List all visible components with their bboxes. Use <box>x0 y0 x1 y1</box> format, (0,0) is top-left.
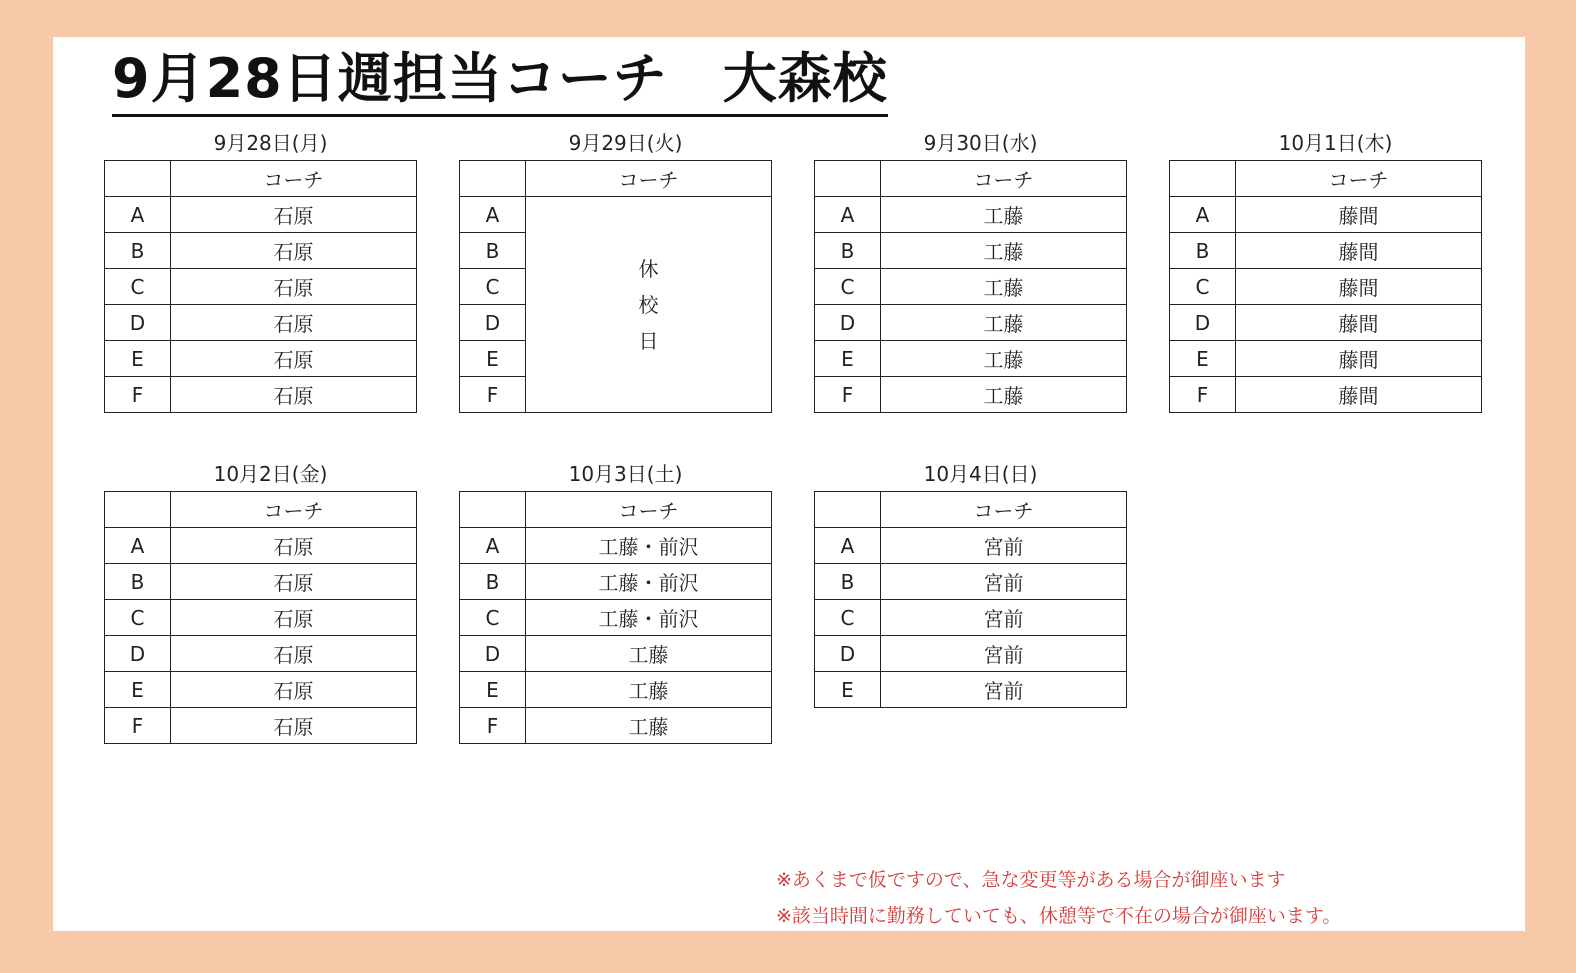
slot-cell: F <box>105 377 171 413</box>
table-header-row <box>815 492 1127 528</box>
header-blank-cell <box>105 161 171 197</box>
table-row <box>815 672 1127 708</box>
coach-cell: 宮前 <box>881 528 1127 564</box>
slot-cell: E <box>460 341 526 377</box>
coach-table <box>459 491 772 744</box>
slot-cell: F <box>815 377 881 413</box>
coach-cell: 石原 <box>171 564 417 600</box>
table-row <box>105 708 417 744</box>
coach-cell: 石原 <box>171 377 417 413</box>
header-coach-cell: コーチ <box>881 161 1127 197</box>
slot-cell: D <box>815 636 881 672</box>
slot-cell: B <box>460 233 526 269</box>
slot-cell: A <box>1170 197 1236 233</box>
table-row <box>105 305 417 341</box>
header-blank-cell <box>460 161 526 197</box>
table-row <box>105 341 417 377</box>
slot-cell: D <box>1170 305 1236 341</box>
coach-cell: 藤間 <box>1236 233 1482 269</box>
coach-cell: 宮前 <box>881 564 1127 600</box>
coach-cell: 工藤 <box>526 672 772 708</box>
slot-cell: E <box>815 341 881 377</box>
notes <box>776 862 1341 934</box>
table-row <box>815 269 1127 305</box>
slot-cell: F <box>1170 377 1236 413</box>
header-coach-cell: コーチ <box>171 492 417 528</box>
page-title: 9月28日週担当コーチ 大森校 <box>112 44 888 117</box>
day-schedule <box>1169 126 1482 413</box>
slot-cell: B <box>815 564 881 600</box>
coach-cell: 石原 <box>171 233 417 269</box>
table-row <box>105 672 417 708</box>
slot-cell: C <box>460 600 526 636</box>
table-header-row <box>105 492 417 528</box>
coach-cell: 石原 <box>171 708 417 744</box>
day-schedule <box>814 457 1127 708</box>
slot-cell: E <box>105 672 171 708</box>
coach-cell: 石原 <box>171 672 417 708</box>
table-row <box>105 197 417 233</box>
slot-cell: D <box>105 305 171 341</box>
slot-cell: E <box>105 341 171 377</box>
table-row <box>1170 233 1482 269</box>
table-row <box>460 672 772 708</box>
day-schedule <box>459 126 772 413</box>
coach-cell: 石原 <box>171 197 417 233</box>
header-coach-cell: コーチ <box>526 161 772 197</box>
coach-cell: 石原 <box>171 269 417 305</box>
table-row <box>815 528 1127 564</box>
coach-cell: 工藤・前沢 <box>526 528 772 564</box>
day-label: 10月4日(日) <box>923 462 1038 486</box>
slot-cell: C <box>105 600 171 636</box>
slot-cell: A <box>460 528 526 564</box>
coach-cell: 石原 <box>171 341 417 377</box>
coach-table <box>814 491 1127 708</box>
header-coach-cell: コーチ <box>526 492 772 528</box>
slot-cell: C <box>1170 269 1236 305</box>
coach-table <box>1169 160 1482 413</box>
table-row <box>105 600 417 636</box>
slot-cell: C <box>815 600 881 636</box>
day-label: 9月29日(火) <box>568 131 683 155</box>
table-row <box>460 600 772 636</box>
coach-cell: 工藤 <box>881 377 1127 413</box>
coach-cell: 宮前 <box>881 672 1127 708</box>
day-schedule <box>104 126 417 413</box>
table-row <box>460 708 772 744</box>
day-schedule <box>104 457 417 744</box>
slot-cell: A <box>460 197 526 233</box>
coach-cell: 藤間 <box>1236 197 1482 233</box>
header-blank-cell <box>815 492 881 528</box>
table-row <box>1170 269 1482 305</box>
coach-cell: 工藤・前沢 <box>526 564 772 600</box>
header-blank-cell <box>460 492 526 528</box>
day-label: 9月30日(水) <box>923 131 1038 155</box>
slot-cell: E <box>1170 341 1236 377</box>
slot-cell: C <box>105 269 171 305</box>
coach-cell: 宮前 <box>881 636 1127 672</box>
coach-table <box>104 491 417 744</box>
slot-cell: A <box>815 528 881 564</box>
table-header-row <box>105 161 417 197</box>
table-row <box>460 528 772 564</box>
table-row <box>815 341 1127 377</box>
slot-cell: B <box>1170 233 1236 269</box>
table-row <box>1170 197 1482 233</box>
slot-cell: D <box>105 636 171 672</box>
slot-cell: B <box>460 564 526 600</box>
coach-cell: 工藤 <box>881 197 1127 233</box>
day-label: 10月3日(土) <box>568 462 683 486</box>
slot-cell: A <box>815 197 881 233</box>
slot-cell: B <box>105 564 171 600</box>
coach-cell: 工藤・前沢 <box>526 600 772 636</box>
coach-cell: 工藤 <box>526 636 772 672</box>
table-row <box>105 233 417 269</box>
table-row <box>815 600 1127 636</box>
slot-cell: F <box>105 708 171 744</box>
table-row <box>815 233 1127 269</box>
slot-cell: F <box>460 708 526 744</box>
table-row <box>1170 377 1482 413</box>
note-line: ※該当時間に勤務していても、休憩等で不在の場合が御座います。 <box>776 905 1342 927</box>
slot-cell: E <box>460 672 526 708</box>
header-blank-cell <box>1170 161 1236 197</box>
table-header-row <box>815 161 1127 197</box>
table-row <box>1170 341 1482 377</box>
header-coach-cell: コーチ <box>1236 161 1482 197</box>
slot-cell: D <box>815 305 881 341</box>
coach-cell: 工藤 <box>526 708 772 744</box>
coach-cell: 工藤 <box>881 233 1127 269</box>
header-blank-cell <box>105 492 171 528</box>
slot-cell: A <box>105 197 171 233</box>
header-coach-cell: コーチ <box>171 161 417 197</box>
coach-table <box>459 160 772 413</box>
coach-cell: 藤間 <box>1236 305 1482 341</box>
slot-cell: E <box>815 672 881 708</box>
coach-cell: 石原 <box>171 305 417 341</box>
table-row <box>105 528 417 564</box>
slot-cell: C <box>460 269 526 305</box>
table-row <box>815 636 1127 672</box>
table-row <box>460 197 772 233</box>
table-header-row <box>460 161 772 197</box>
table-row <box>105 564 417 600</box>
coach-cell: 石原 <box>171 636 417 672</box>
coach-cell: 藤間 <box>1236 341 1482 377</box>
coach-cell: 宮前 <box>881 600 1127 636</box>
table-header-row <box>460 492 772 528</box>
note-line: ※あくまで仮ですので、急な変更等がある場合が御座います <box>776 869 1286 891</box>
table-row <box>460 564 772 600</box>
table-row <box>105 377 417 413</box>
slot-cell: F <box>460 377 526 413</box>
slot-cell: B <box>105 233 171 269</box>
day-label: 10月1日(木) <box>1278 131 1393 155</box>
day-schedule <box>459 457 772 744</box>
coach-cell: 石原 <box>171 528 417 564</box>
coach-table <box>104 160 417 413</box>
coach-cell: 石原 <box>171 600 417 636</box>
table-row <box>460 636 772 672</box>
day-label: 10月2日(金) <box>213 462 328 486</box>
coach-cell: 工藤 <box>881 341 1127 377</box>
slot-cell: B <box>815 233 881 269</box>
slot-cell: A <box>105 528 171 564</box>
table-row <box>105 636 417 672</box>
table-row <box>1170 305 1482 341</box>
slot-cell: D <box>460 305 526 341</box>
coach-cell: 工藤 <box>881 269 1127 305</box>
header-coach-cell: コーチ <box>881 492 1127 528</box>
table-header-row <box>1170 161 1482 197</box>
coach-cell: 藤間 <box>1236 377 1482 413</box>
slot-cell: C <box>815 269 881 305</box>
coach-cell: 藤間 <box>1236 269 1482 305</box>
slot-cell: D <box>460 636 526 672</box>
day-label: 9月28日(月) <box>213 131 328 155</box>
table-row <box>105 269 417 305</box>
header-blank-cell <box>815 161 881 197</box>
table-row <box>815 377 1127 413</box>
coach-table <box>814 160 1127 413</box>
closed-day-text: 休 校 日 <box>638 256 659 353</box>
closed-day-cell <box>526 197 772 413</box>
day-schedule <box>814 126 1127 413</box>
table-row <box>815 305 1127 341</box>
table-row <box>815 564 1127 600</box>
coach-cell: 工藤 <box>881 305 1127 341</box>
table-row <box>815 197 1127 233</box>
